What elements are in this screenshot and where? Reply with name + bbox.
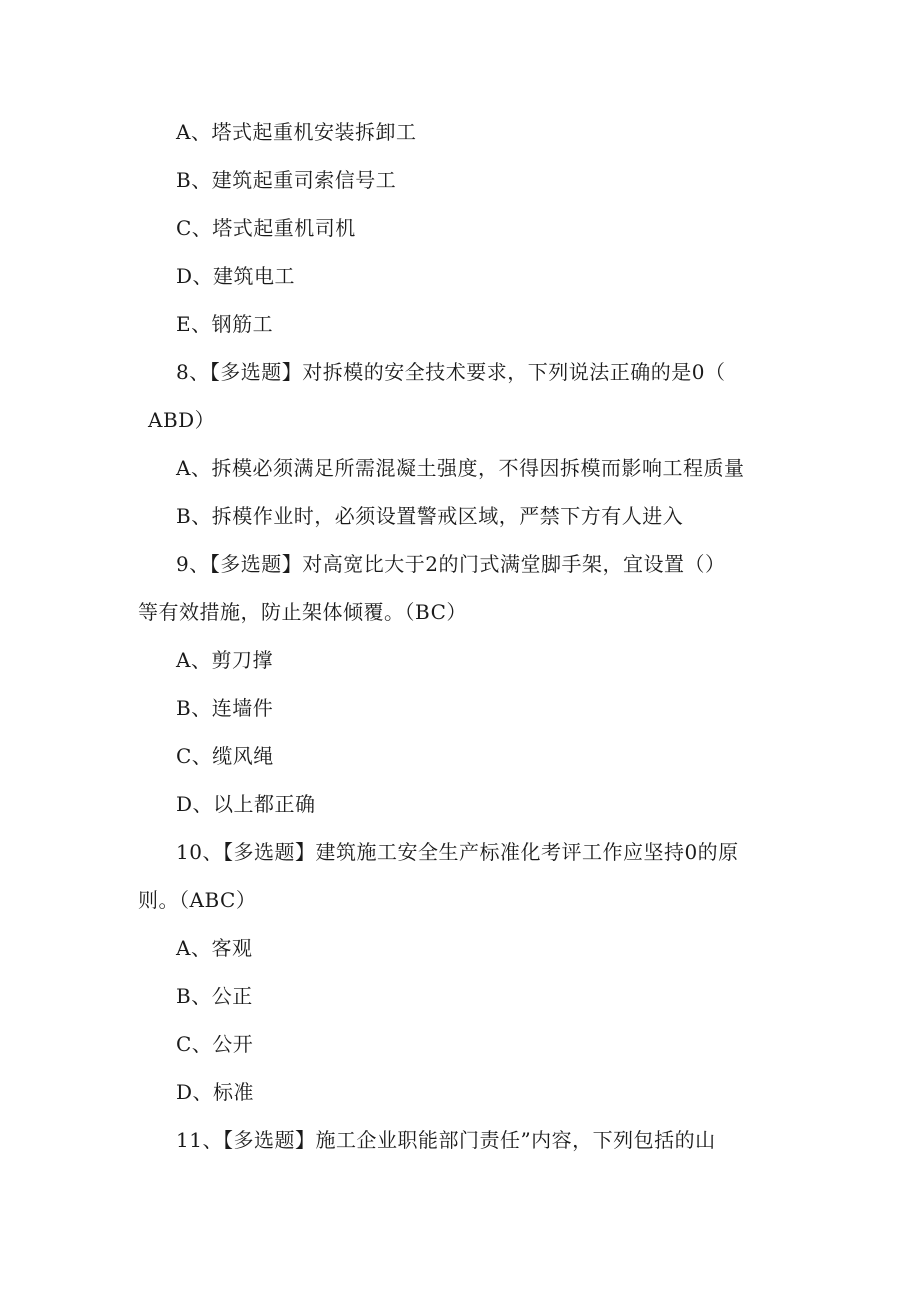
- question-10-option-b: B、公正: [176, 984, 253, 1008]
- option-d-electrician: D、建筑电工: [176, 264, 296, 288]
- question-9-option-a: A、剪刀撑: [176, 648, 273, 672]
- question-8-option-a: A、拆模必须满足所需混凝土强度，不得因拆模而影响工程质量: [176, 456, 745, 480]
- question-9-option-b: B、连墙件: [176, 696, 274, 720]
- question-9-option-c: C、缆风绳: [176, 744, 274, 768]
- question-10-continuation: 则。（ABC）: [138, 888, 257, 912]
- question-10-option-d: D、标准: [176, 1080, 255, 1104]
- question-10-option-c: C、公开: [176, 1032, 254, 1056]
- question-8-answer: ABD）: [148, 408, 216, 432]
- question-9-option-d: D、以上都正确: [176, 792, 316, 816]
- option-a-tower-crane-installer: A、塔式起重机安装拆卸工: [176, 120, 417, 144]
- question-11: 11、【多选题】施工企业职能部门责任”内容，下列包括的山: [176, 1128, 716, 1152]
- option-c-tower-crane-driver: C、塔式起重机司机: [176, 216, 356, 240]
- option-e-steel-worker: E、钢筋工: [176, 312, 274, 336]
- question-9: 9、【多选题】对高宽比大于2的门式满堂脚手架，宜设置（）: [176, 552, 726, 576]
- question-9-continuation: 等有效措施，防止架体倾覆。（BC）: [138, 600, 467, 624]
- question-10-option-a: A、客观: [176, 936, 253, 960]
- question-8-option-b: B、拆模作业时，必须设置警戒区域，严禁下方有人进入: [176, 504, 684, 528]
- question-8: 8、【多选题】对拆模的安全技术要求，下列说法正确的是0（: [176, 360, 726, 384]
- question-10: 10、【多选题】建筑施工安全生产标准化考评工作应坚持0的原: [176, 840, 739, 864]
- option-b-signal-worker: B、建筑起重司索信号工: [176, 168, 397, 192]
